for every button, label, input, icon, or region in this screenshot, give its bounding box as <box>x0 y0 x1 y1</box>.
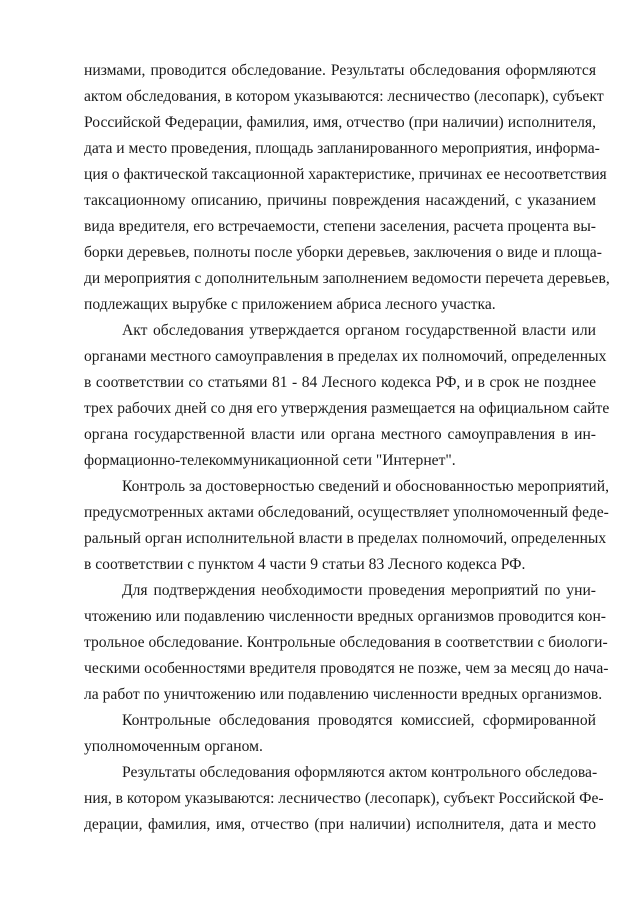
text-line: трольное обследование. Контрольные обследования в соответствии с биологи- <box>84 634 608 651</box>
paragraph-1 <box>84 58 610 318</box>
text-line: Контроль за достоверностью сведений и обоснованностью мероприятий, <box>122 478 610 495</box>
text-line: Для подтверждения необходимости проведения мероприятий по уни- <box>122 582 596 599</box>
paragraph-3 <box>84 474 610 578</box>
paragraph-5 <box>84 708 596 760</box>
text-line: Результаты обследования оформляются актом контрольного обследова- <box>122 764 598 781</box>
text-line: Акт обследования утверждается органом государственной власти или <box>122 322 596 339</box>
text-line: ния, в котором указываются: лесничество (лесопарк), субъект Российской Фе- <box>84 790 604 807</box>
text-line: дата и место проведения, площадь запланированного мероприятия, информа- <box>84 140 600 157</box>
text-line: ди мероприятия с дополнительным заполнением ведомости перечета деревьев, <box>84 270 610 287</box>
text-line: ческими особенностями вредителя проводятся не позже, чем за месяц до нача- <box>84 660 609 677</box>
text-line: ла работ по уничтожению или подавлению численности вредных организмов. <box>84 686 603 703</box>
text-line: ральный орган исполнительной власти в пределах полномочий, определенных <box>84 530 607 547</box>
text-line: чтожению или подавлению численности вредных организмов проводится кон- <box>84 608 607 625</box>
text-line: органа государственной власти или органа местного самоуправления в ин- <box>84 426 596 443</box>
text-line: таксационному описанию, причины повреждения насаждений, с указанием <box>84 192 596 209</box>
text-line: органами местного самоуправления в пределах их полномочий, определенных <box>84 348 607 365</box>
text-line: низмами, проводится обследование. Результаты обследования оформляются <box>84 62 596 79</box>
text-line: уполномоченным органом. <box>84 738 263 755</box>
text-line: Российской Федерации, фамилия, имя, отчество (при наличии) исполнителя, <box>84 114 596 131</box>
text-line: предусмотренных актами обследований, осуществляет уполномоченный феде- <box>84 504 609 521</box>
text-line: трех рабочих дней со дня его утверждения размещается на официальном сайте <box>84 400 610 417</box>
text-line: в соответствии с пунктом 4 части 9 статьи 83 Лесного кодекса РФ. <box>84 556 526 573</box>
text-line: формационно-телекоммуникационной сети "Интернет". <box>84 452 456 469</box>
paragraph-6 <box>84 760 604 838</box>
paragraph-4 <box>84 578 609 708</box>
text-line: борки деревьев, полноты после уборки деревьев, заключения о виде и площа- <box>84 244 602 261</box>
text-line: Контрольные обследования проводятся комиссией, сформированной <box>122 712 596 729</box>
text-line: актом обследования, в котором указываются: лесничество (лесопарк), субъект <box>84 88 604 105</box>
text-line: дерации, фамилия, имя, отчество (при наличии) исполнителя, дата и место <box>84 816 596 833</box>
paragraph-2 <box>84 318 610 474</box>
text-line: ция о фактической таксационной характеристике, причинах ее несоответствия <box>84 166 607 183</box>
text-line: вида вредителя, его встречаемости, степени заселения, расчета процента вы- <box>84 218 596 235</box>
text-line: в соответствии со статьями 81 - 84 Лесного кодекса РФ, и в срок не позднее <box>84 374 596 391</box>
text-line: подлежащих вырубке с приложением абриса лесного участка. <box>84 296 496 313</box>
